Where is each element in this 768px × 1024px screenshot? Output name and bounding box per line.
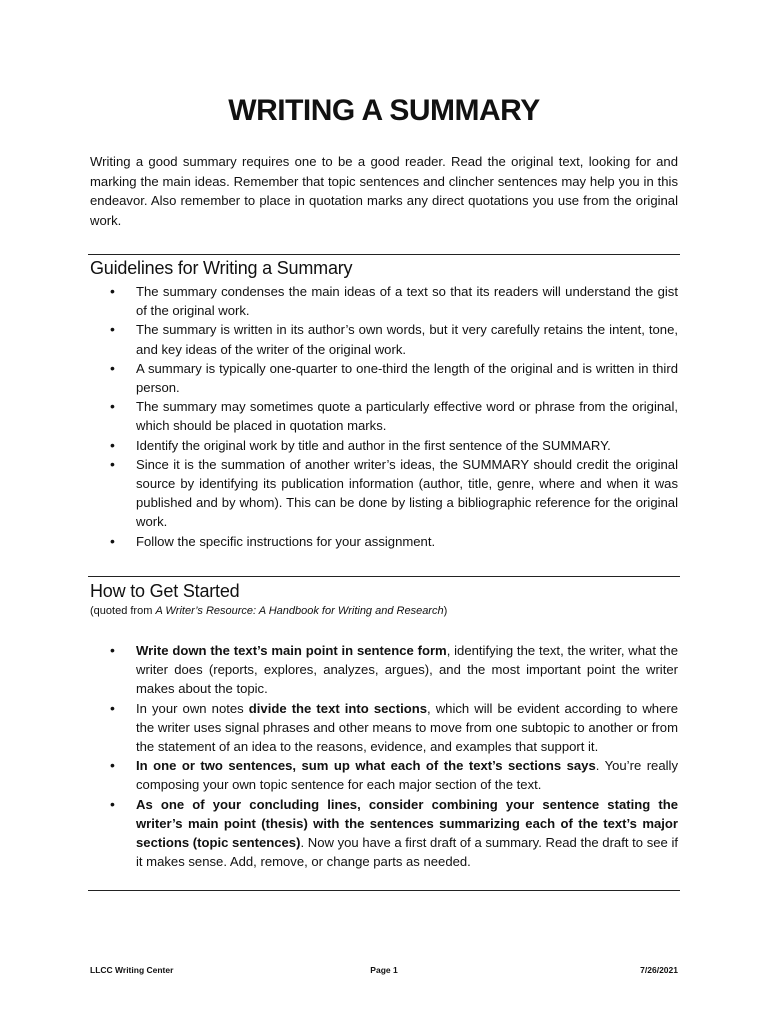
- list-item: • In one or two sentences, sum up what each of the text’s sections says. You’re really composing your own topic sentence for each major section of the text.: [90, 756, 678, 794]
- emphasis-text: divide the text into sections: [248, 700, 427, 716]
- guidelines-heading: Guidelines for Writing a Summary: [90, 258, 353, 278]
- emphasis-text: In one or two sentences, sum up what each of the text’s sections says: [136, 758, 596, 774]
- page-title: WRITING A SUMMARY: [228, 94, 540, 127]
- section-divider: [88, 576, 680, 577]
- list-item: • Follow the specific instructions for your assignment.: [90, 532, 678, 551]
- list-item: • Identify the original work by title and author in the first sentence of the SUMMARY.: [90, 436, 678, 455]
- list-item: • The summary is written in its author’s own words, but it very carefully retains the intent, tone, and key ideas of the writer of the original work.: [90, 320, 678, 358]
- footer-left: LLCC Writing Center: [90, 965, 174, 975]
- intro-paragraph: Writing a good summary requires one to be a good reader. Read the original text, looking for and marking the main ideas. Remember that topic sentences and clincher sentences may help you in this endeavor. Also remember to place in quotation marks any direct quotations you use from the original work.: [90, 154, 678, 228]
- list-item: • The summary may sometimes quote a particularly effective word or phrase from the original, which should be placed in quotation marks.: [90, 397, 678, 435]
- emphasis-text: Write down the text’s main point in sentence form: [136, 643, 447, 658]
- getting-started-list: [90, 641, 678, 871]
- source-note: (quoted from A Writer’s Resource: A Handbook for Writing and Research): [90, 605, 448, 617]
- list-item: • Write down the text’s main point in sentence form, identifying the text, the writer, what the writer does (reports, explores, analyzes, argues), and the most important point the writer makes about the topic.: [90, 641, 678, 699]
- section-divider: [88, 890, 680, 891]
- footer-date: 7/26/2021: [640, 965, 678, 975]
- emphasis-text: As one of your concluding lines, consider combining your sentence stating the writer’s main point (thesis) with the sentences summarizing each of the text’s major sections (topic sentences): [136, 796, 678, 851]
- list-item: • A summary is typically one-quarter to one-third the length of the original and is written in third person.: [90, 359, 678, 397]
- guidelines-list: [90, 282, 678, 551]
- source-title: A Writer’s Resource: A Handbook for Writing and Research: [155, 605, 444, 617]
- getting-started-heading: How to Get Started: [90, 581, 240, 601]
- list-item: • In your own notes divide the text into sections, which will be evident according to where the writer uses signal phrases and other means to move from one subtopic to another or from the statement of an idea to the reasons, evidence, and examples that support it.: [90, 699, 678, 757]
- list-item: • The summary condenses the main ideas of a text so that its readers will understand the gist of the original work.: [90, 282, 678, 320]
- section-divider: [88, 254, 680, 255]
- footer-page-number: Page 1: [370, 965, 398, 975]
- source-note-prefix: quoted from: [93, 605, 156, 617]
- list-item: • Since it is the summation of another writer’s ideas, the SUMMARY should credit the original source by identifying its publication information (author, title, genre, where and when it was published and by whom). This can be done by listing a bibliographic reference for the original work.: [90, 455, 678, 532]
- list-item: • As one of your concluding lines, consider combining your sentence stating the writer’s main point (thesis) with the sentences summarizing each of the text’s major sections (topic sentences). Now you have a first draft of a summary. Read the draft to see if it makes sense. Add, remove, or change parts as needed.: [90, 795, 678, 872]
